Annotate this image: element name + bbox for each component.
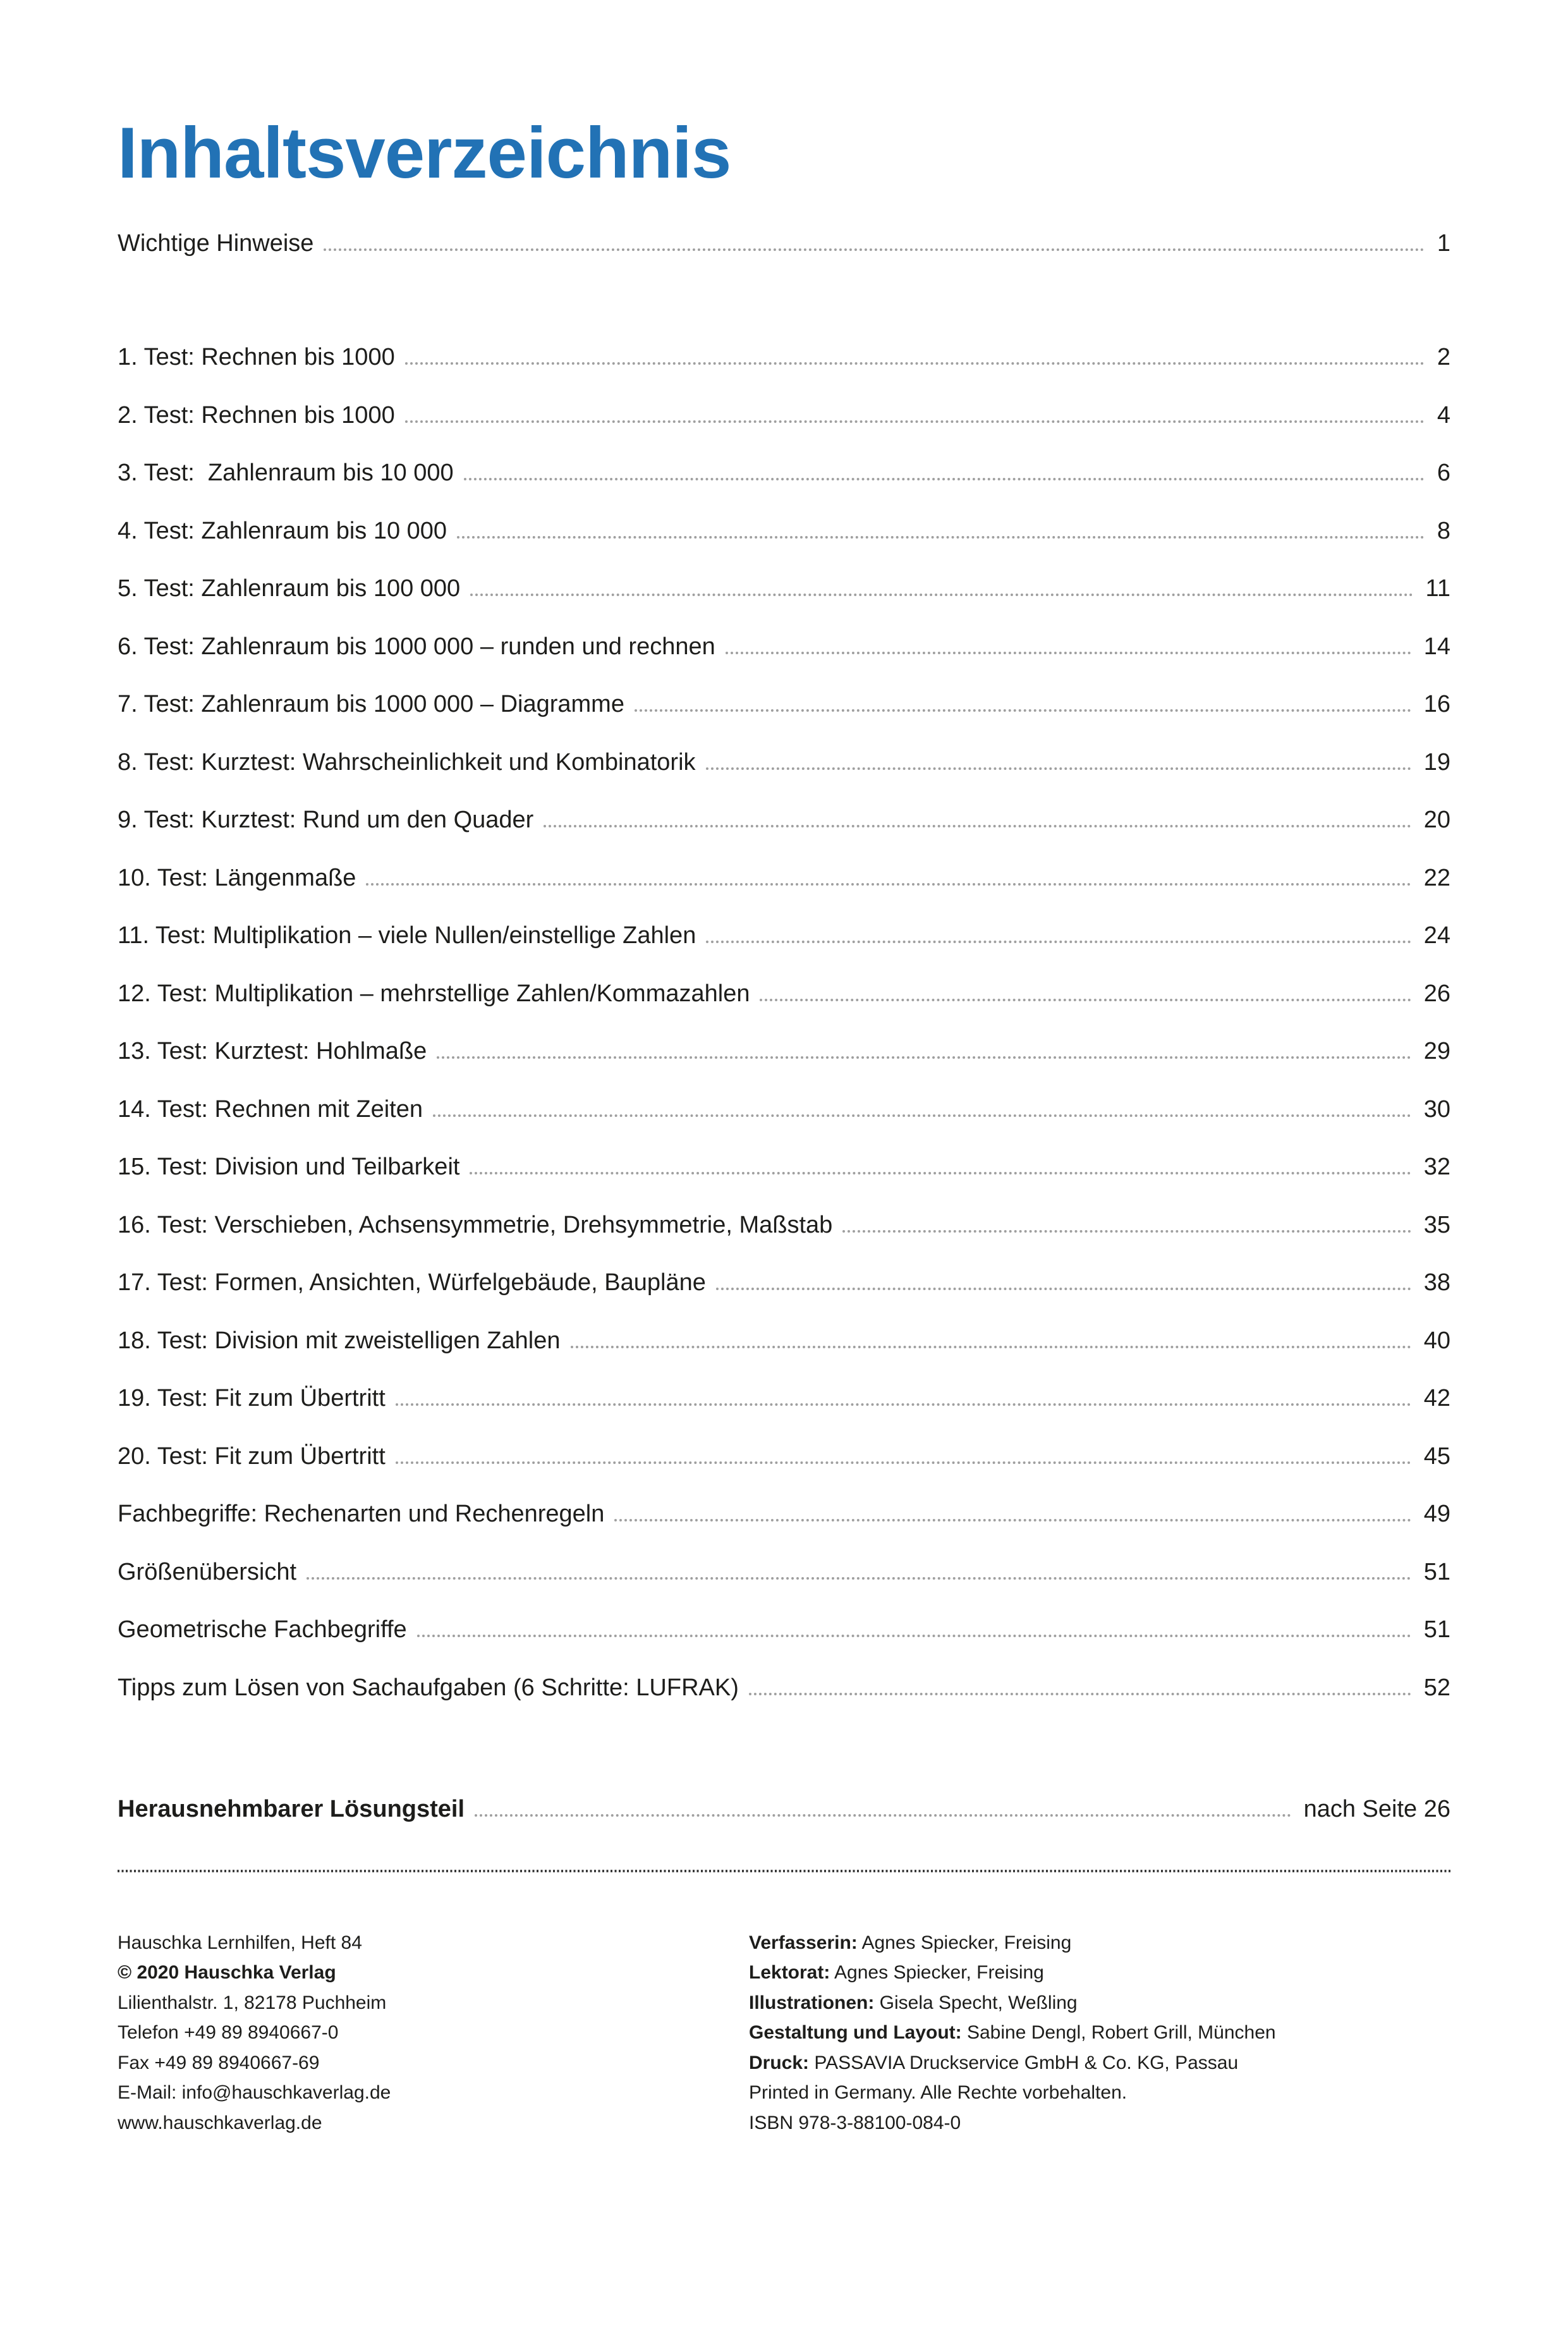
toc-row — [118, 601, 1450, 659]
toc-row — [118, 1006, 1450, 1064]
imprint-line: Lilienthalstr. 1, 82178 Puchheim — [118, 1992, 387, 2013]
toc-entry-label: 6. Test: Zahlenraum bis 1000 000 – runden und rechnen — [118, 633, 715, 660]
imprint-publisher-column — [118, 1928, 749, 2138]
toc-row — [118, 485, 1450, 543]
toc-row — [118, 1353, 1450, 1411]
toc-entry-page: 8 — [1437, 517, 1450, 544]
imprint-line-text: Printed in Germany. Alle Rechte vorbehalten. — [749, 2082, 1127, 2104]
dotted-leader — [706, 767, 1411, 770]
imprint-line: Telefon +49 89 8940667-0 — [118, 2022, 339, 2044]
dotted-leader — [405, 420, 1425, 423]
toc-entry-label: Wichtige Hinweise — [118, 229, 314, 257]
toc-entry-label: 2. Test: Rechnen bis 1000 — [118, 401, 395, 429]
toc-entry-label: 19. Test: Fit zum Übertritt — [118, 1385, 386, 1411]
toc-row — [118, 1410, 1450, 1468]
toc-row — [118, 1237, 1450, 1295]
toc-entry-label: 18. Test: Division mit zweistelligen Zahlen — [118, 1327, 561, 1354]
toc-entry-label: Geometrische Fachbegriffe — [118, 1616, 407, 1643]
toc-entry-label: 15. Test: Division und Teilbarkeit — [118, 1154, 460, 1180]
toc-entry-page: 40 — [1423, 1327, 1450, 1354]
toc-entry-page: 49 — [1423, 1501, 1450, 1527]
imprint-line-text: Sabine Dengl, Robert Grill, München — [961, 2022, 1276, 2044]
toc-entry-label: 4. Test: Zahlenraum bis 10 000 — [118, 517, 447, 544]
toc-entry-page: 52 — [1423, 1674, 1450, 1701]
imprint-line — [749, 1958, 1450, 1988]
toc-entry-label: 14. Test: Rechnen mit Zeiten — [118, 1095, 423, 1123]
toc-entry-page: 4 — [1437, 401, 1450, 429]
toc-entry-label: 16. Test: Verschieben, Achsensymmetrie, Drehsymmetrie, Maßstab — [118, 1211, 833, 1238]
dotted-leader — [470, 1172, 1411, 1174]
toc-entry-page: 51 — [1423, 1616, 1450, 1643]
toc-entry-page: 32 — [1423, 1154, 1450, 1180]
toc-entry-label: 10. Test: Längenmaße — [118, 864, 356, 891]
toc-entry-label: Herausnehmbarer Lösungsteil — [118, 1796, 465, 1822]
toc-row — [118, 1295, 1450, 1353]
toc-entry-page: nach Seite 26 — [1303, 1796, 1450, 1822]
imprint-line-label: Illustrationen: — [749, 1992, 875, 2013]
toc-entry-label: 17. Test: Formen, Ansichten, Würfelgebäude, Baupläne — [118, 1269, 706, 1296]
imprint-line: Fax +49 89 8940667-69 — [118, 2052, 320, 2073]
scanned-page — [0, 113, 1568, 2335]
imprint-line — [749, 2048, 1450, 2078]
page-title: Inhaltsverzeichnis — [118, 113, 731, 193]
dotted-leader — [396, 1461, 1411, 1464]
toc-entry-page: 1 — [1437, 229, 1450, 257]
toc-entry-page: 42 — [1423, 1385, 1450, 1411]
imprint-line: www.hauschkaverlag.de — [118, 2112, 322, 2134]
dotted-leader — [760, 999, 1411, 1001]
table-of-contents — [118, 197, 1450, 1821]
imprint-line — [749, 2108, 1450, 2138]
dotted-leader — [571, 1346, 1411, 1348]
toc-entry-page: 19 — [1423, 748, 1450, 776]
dotted-leader — [614, 1519, 1411, 1521]
imprint-line-text: PASSAVIA Druckservice GmbH & Co. KG, Passau — [809, 2052, 1239, 2073]
imprint-line — [749, 1928, 1450, 1958]
toc-entry-label: Tipps zum Lösen von Sachaufgaben (6 Schritte: LUFRAK) — [118, 1674, 739, 1701]
imprint-footer — [118, 1928, 1450, 2138]
dotted-leader — [475, 1814, 1291, 1817]
toc-row-removable-solutions — [118, 1764, 1450, 1822]
imprint-line-label: Druck: — [749, 2052, 810, 2073]
imprint-line-text: Agnes Spiecker, Freising — [857, 1932, 1072, 1953]
dotted-leader — [464, 478, 1425, 480]
dotted-leader — [307, 1577, 1411, 1580]
toc-entry-page: 51 — [1423, 1558, 1450, 1585]
toc-row-intro — [118, 197, 1450, 255]
toc-entry-page: 16 — [1423, 691, 1450, 717]
imprint-line-label: Gestaltung und Layout: — [749, 2022, 962, 2044]
toc-entry-page: 30 — [1423, 1095, 1450, 1123]
dotted-leader — [544, 825, 1411, 827]
imprint-line — [749, 2078, 1450, 2108]
toc-entry-page: 6 — [1437, 460, 1450, 486]
toc-entry-page: 26 — [1423, 980, 1450, 1007]
toc-row — [118, 1121, 1450, 1180]
toc-row — [118, 832, 1450, 890]
dotted-leader — [749, 1693, 1411, 1695]
toc-entry-page: 11 — [1425, 575, 1450, 602]
dotted-leader — [417, 1635, 1411, 1637]
toc-entry-page: 24 — [1423, 922, 1450, 949]
toc-row — [118, 716, 1450, 774]
dotted-leader — [635, 709, 1411, 712]
toc-row — [118, 312, 1450, 370]
toc-row — [118, 543, 1450, 601]
toc-entry-label: 5. Test: Zahlenraum bis 100 000 — [118, 575, 461, 602]
imprint-line-text: Agnes Spiecker, Freising — [830, 1962, 1044, 1984]
toc-row — [118, 1468, 1450, 1527]
imprint-line-label: Verfasserin: — [749, 1932, 858, 1953]
toc-row — [118, 659, 1450, 717]
dotted-leader — [706, 941, 1411, 943]
imprint-line-text: ISBN 978-3-88100-084-0 — [749, 2112, 961, 2134]
dotted-leader — [396, 1403, 1411, 1406]
toc-row — [118, 1584, 1450, 1642]
imprint-line: © 2020 Hauschka Verlag — [118, 1962, 336, 1984]
toc-entry-page: 35 — [1423, 1211, 1450, 1238]
dotted-leader — [366, 883, 1411, 886]
dotted-leader — [842, 1230, 1411, 1233]
dotted-leader — [726, 652, 1411, 654]
dotted-leader — [324, 248, 1424, 251]
toc-row — [118, 369, 1450, 427]
toc-entry-page: 38 — [1423, 1269, 1450, 1296]
imprint-line — [749, 1988, 1450, 2018]
toc-entry-page: 22 — [1423, 864, 1450, 891]
toc-entry-label: Größenübersicht — [118, 1558, 297, 1585]
dotted-leader — [716, 1288, 1411, 1290]
imprint-line-text: Gisela Specht, Weßling — [874, 1992, 1078, 2013]
dotted-leader — [457, 536, 1425, 539]
toc-entry-label: 12. Test: Multiplikation – mehrstellige Zahlen/Kommazahlen — [118, 980, 750, 1007]
imprint-line: Hauschka Lernhilfen, Heft 84 — [118, 1932, 362, 1953]
dotted-divider-rule — [118, 1870, 1450, 1872]
toc-list — [118, 312, 1450, 1700]
toc-entry-label: 20. Test: Fit zum Übertritt — [118, 1442, 386, 1470]
dotted-leader — [405, 362, 1425, 365]
toc-entry-page: 29 — [1423, 1038, 1450, 1064]
toc-entry-label: 11. Test: Multiplikation – viele Nullen/einstellige Zahlen — [118, 922, 696, 949]
toc-entry-label: 3. Test: Zahlenraum bis 10 000 — [118, 460, 454, 486]
toc-row — [118, 890, 1450, 948]
toc-entry-label: 9. Test: Kurztest: Rund um den Quader — [118, 807, 534, 833]
imprint-line — [749, 2018, 1450, 2048]
toc-entry-label: 7. Test: Zahlenraum bis 1000 000 – Diagramme — [118, 691, 624, 717]
toc-row — [118, 1063, 1450, 1121]
toc-entry-label: 1. Test: Rechnen bis 1000 — [118, 344, 395, 370]
toc-entry-page: 45 — [1423, 1442, 1450, 1470]
toc-row — [118, 1642, 1450, 1700]
toc-row — [118, 774, 1450, 832]
toc-row — [118, 427, 1450, 485]
imprint-line: E-Mail: info@hauschkaverlag.de — [118, 2082, 391, 2104]
toc-row — [118, 948, 1450, 1006]
imprint-line-label: Lektorat: — [749, 1962, 830, 1984]
toc-row — [118, 1526, 1450, 1584]
toc-entry-label: 13. Test: Kurztest: Hohlmaße — [118, 1038, 427, 1064]
toc-entry-label: Fachbegriffe: Rechenarten und Rechenregeln — [118, 1501, 605, 1527]
page-content — [0, 113, 1568, 2138]
imprint-credits-column — [749, 1928, 1450, 2138]
toc-entry-page: 2 — [1437, 344, 1450, 370]
dotted-leader — [437, 1056, 1411, 1059]
toc-row — [118, 1179, 1450, 1237]
dotted-leader — [433, 1114, 1411, 1117]
toc-entry-page: 20 — [1423, 807, 1450, 833]
toc-entry-label: 8. Test: Kurztest: Wahrscheinlichkeit und Kombinatorik — [118, 748, 696, 776]
toc-entry-page: 14 — [1423, 633, 1450, 660]
dotted-leader — [470, 594, 1413, 596]
